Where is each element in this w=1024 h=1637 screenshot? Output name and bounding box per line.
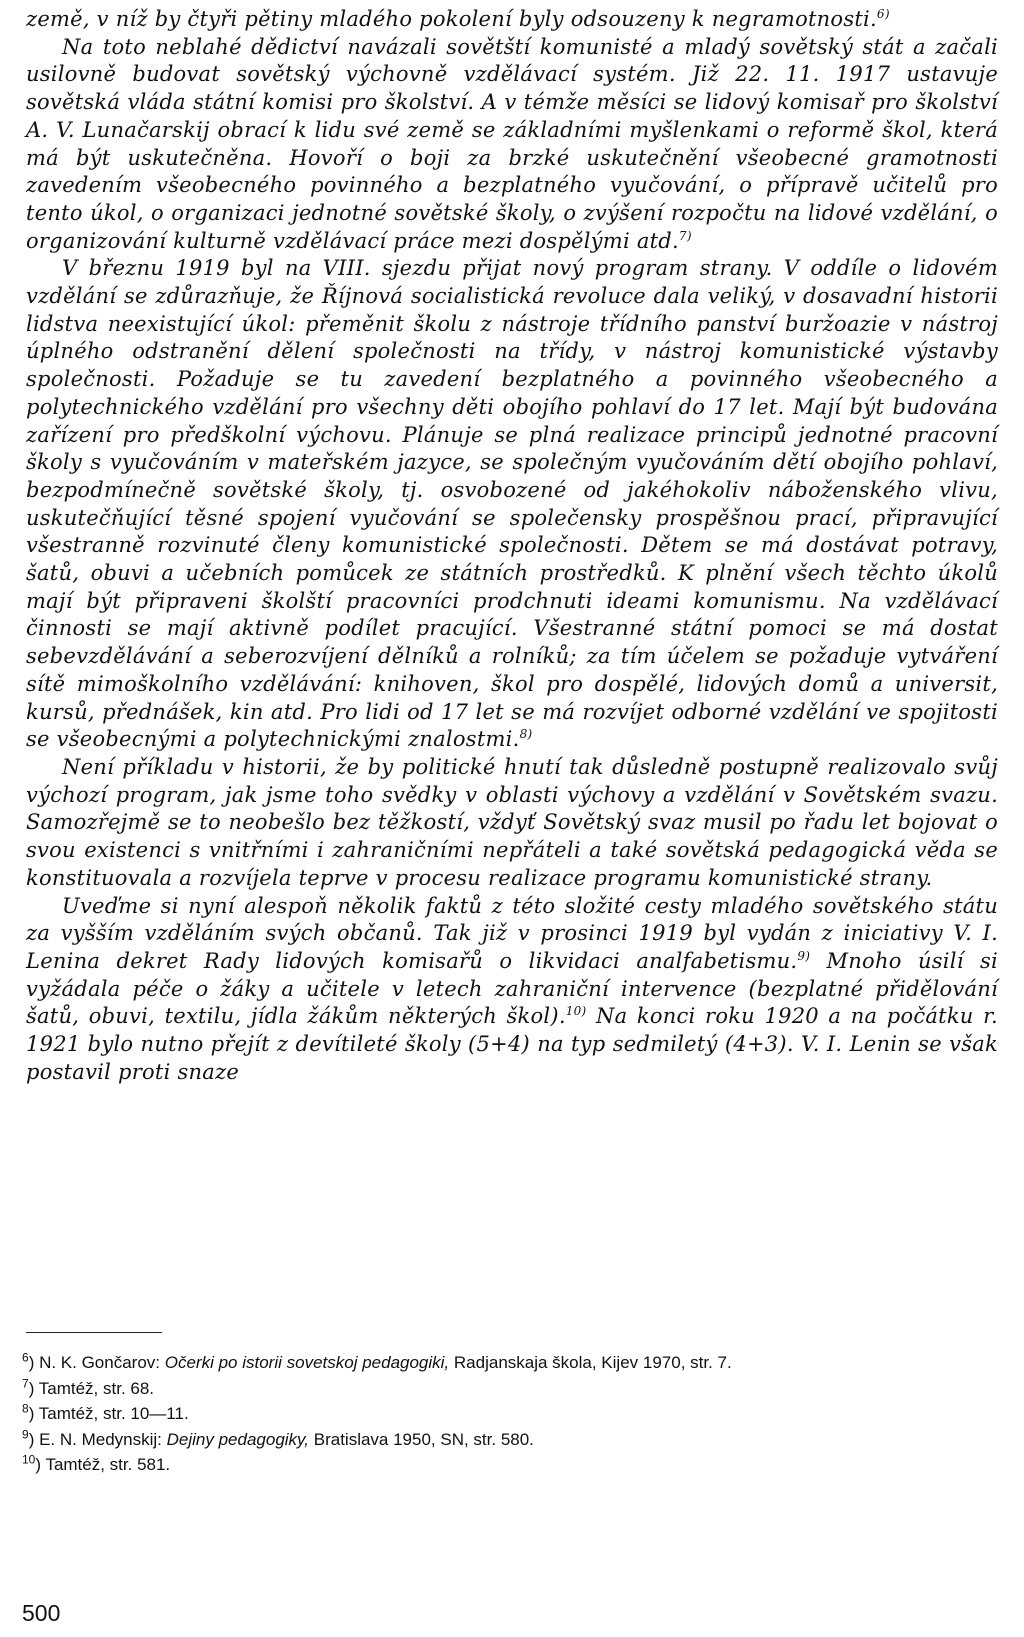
footnote-6: $^6$) N. K. Gončarov: Očerki po istorii sovetskoj pedagogiki, Radjanskaja škola, Kijev 1970, str. 7. — [22, 1350, 732, 1372]
paragraph-text: Není příkladu v historii, že by politické hnutí tak důsledně postupně realizovalo svůj výchozí program, jak jsme toho svědky v oblasti výchovy a vzdělání v Sovětském svazu. Samozřejmě se to neobešlo bez těžkostí, vždyť Sovětský svaz musil po řadu let bojovat o svou existenci s vnitřními i zahraničními nepřáteli a také sovětská pedagogická věda se konstituovala a rozvíjela teprve v procesu realizace programu komunistické strany. — [26, 754, 998, 890]
footnotes — [22, 1350, 998, 1478]
footnote-number: 8 — [22, 1401, 29, 1416]
footnote-source: Tamtéž, str. 581. — [45, 1455, 171, 1474]
footnote-number: 10 — [22, 1452, 36, 1467]
paragraph-1 — [26, 6, 998, 34]
paragraph-text: Mnoho úsilí si vyžádala péče o žáky a učitele v letech zahraniční intervence (bezplatné přidělování šatů, obuvi, textilu, jídla žákům některých škol). — [26, 948, 998, 1029]
paragraph-text: Na konci roku 1920 a na počátku r. 1921 bylo nutno přejít z devítileté školy (5+4) na typ sedmiletý (4+3). V. I. Lenin se však postavil proti snaze — [26, 1004, 998, 1084]
footnote-title: Očerki po istorii sovetskoj pedagogiki, — [164, 1353, 450, 1372]
main-text — [26, 6, 998, 1086]
footnote-author: E. N. Medynskij: — [39, 1429, 167, 1449]
footnote-source: Tamtéž, str. 10—11. — [38, 1404, 189, 1423]
paragraph-4 — [26, 754, 998, 893]
footnote-divider — [26, 1332, 162, 1333]
paragraph-text: Uveďme si nyní alespoň několik faktů z této složité cesty mladého sovětského státu za vyšším vzděláním svých občanů. Tak již v prosinci 1919 byl vydán z iniciativy V. I. Lenina dekret Rady lidových komisařů o likvidaci analfabetismu. — [26, 893, 998, 973]
footnote-ref[interactable]: 10) — [565, 1004, 587, 1019]
footnote-ref[interactable]: 6) — [876, 7, 890, 21]
paragraph-text: Na toto neblahé dědictví navázali sovětští komunisté a mladý sovětský stát a začali usilovně budovat sovětský výchovně vzdělávací systém. Již 22. 11. 1917 ustavuje sovětská vláda státní komisi pro školství. A v témže měsíci se lidový komisař pro školství A. V. Lunačarskij obrací k lidu své země se základními myšlenkami o reformě škol, která má být uskutečněna. Hovoří o boji za brzké uskutečnění všeobecné gramotnosti zavedením všeobecného povinného a bezplatného vyučování, o přípravě učitelů pro tento úkol, o organizaci jednotné sovětské školy, o zvýšení rozpočtu na lidové vzdělání, o organizování kulturně vzdělávací práce mezi dospělými atd. — [26, 34, 998, 253]
footnote-ref[interactable]: 7) — [678, 228, 692, 243]
footnote-source: Radjanskaja škola, Kijev 1970, str. 7. — [449, 1353, 732, 1372]
footnote-author: N. K. Gončarov: — [39, 1353, 165, 1372]
footnote-ref[interactable]: 8) — [519, 727, 533, 742]
footnote-number: 6 — [22, 1350, 29, 1365]
paragraph-text: země, v níž by čtyři pětiny mladého pokolení byly odsouzeny k negramotnosti. — [26, 7, 877, 31]
footnote-number: 7 — [22, 1375, 29, 1390]
footnote-9: $^9$) E. N. Medynskij: Dejiny pedagogiky, Bratislava 1950, SN, str. 580. — [22, 1426, 534, 1449]
footnote-10: $^{10}$) Tamtéž, str. 581. — [22, 1452, 171, 1474]
footnote-title: Dejiny pedagogiky, — [166, 1429, 310, 1449]
paragraph-3 — [26, 255, 998, 754]
footnote-7: $^7$) Tamtéž, str. 68. — [22, 1375, 155, 1398]
footnote-ref[interactable]: 9) — [797, 948, 811, 963]
page-number: 500 — [22, 1600, 61, 1626]
paragraph-5 — [26, 893, 998, 1087]
footnote-source: Bratislava 1950, SN, str. 580. — [309, 1429, 534, 1449]
footnote-source: Tamtéž, str. 68. — [38, 1378, 155, 1398]
paragraph-text: V březnu 1919 byl na VIII. sjezdu přijat nový program strany. V oddíle o lidovém vzdělání se zdůrazňuje, že Říjnová socialistická revoluce dala veliký, v dosavadní historii lidstva neexistující úkol: přeměnit školu z nástroje třídního panství buržoazie v nástroj úplného odstranění dělení společnosti na třídy, v nástroj komunistické výstavby společnosti. Požaduje se tu zavedení bezplatného a povinného všeobecného a polytechnického vzdělání pro všechny děti obojího pohlaví do 17 let. Mají být budována zařízení pro předškolní výchovu. Plánuje se plná realizace principů jednotné pracovní školy s vyučováním v mateřském jazyce, se společným vyučováním dětí obojího pohlaví, bezpodmínečně sovětské školy, tj. osvobozené od jakéhokoliv náboženského vlivu, uskutečňující těsné spojení vyučování se společensky prospěšnou prací, připravující všestranně rozvinuté členy komunistické společnosti. Dětem se má dostávat potravy, šatů, obuvi a učebních pomůcek ze státních prostředků. K plnění všech těchto úkolů mají být připraveni školští pracovníci prodchnuti ideami komunismu. Na vzdělávací činnosti se mají aktivně podílet pracující. Všestranné státní pomoci se má dostat sebevzdělávání a seberozvíjení dělníků a rolníků; za tím účelem se požaduje vytváření sítě mimoškolního vzdělávání: knihoven, škol pro dospělé, lidových domů a universit, kursů, přednášek, kin atd. Pro lidi od 17 let se má rozvíjet odborné vzdělání ve spojitosti se všeobecnými a polytechnickými znalostmi. — [26, 256, 998, 752]
footnote-number: 9 — [22, 1426, 29, 1441]
footnote-8: $^8$) Tamtéž, str. 10—11. — [22, 1401, 189, 1423]
paragraph-2 — [26, 34, 998, 256]
